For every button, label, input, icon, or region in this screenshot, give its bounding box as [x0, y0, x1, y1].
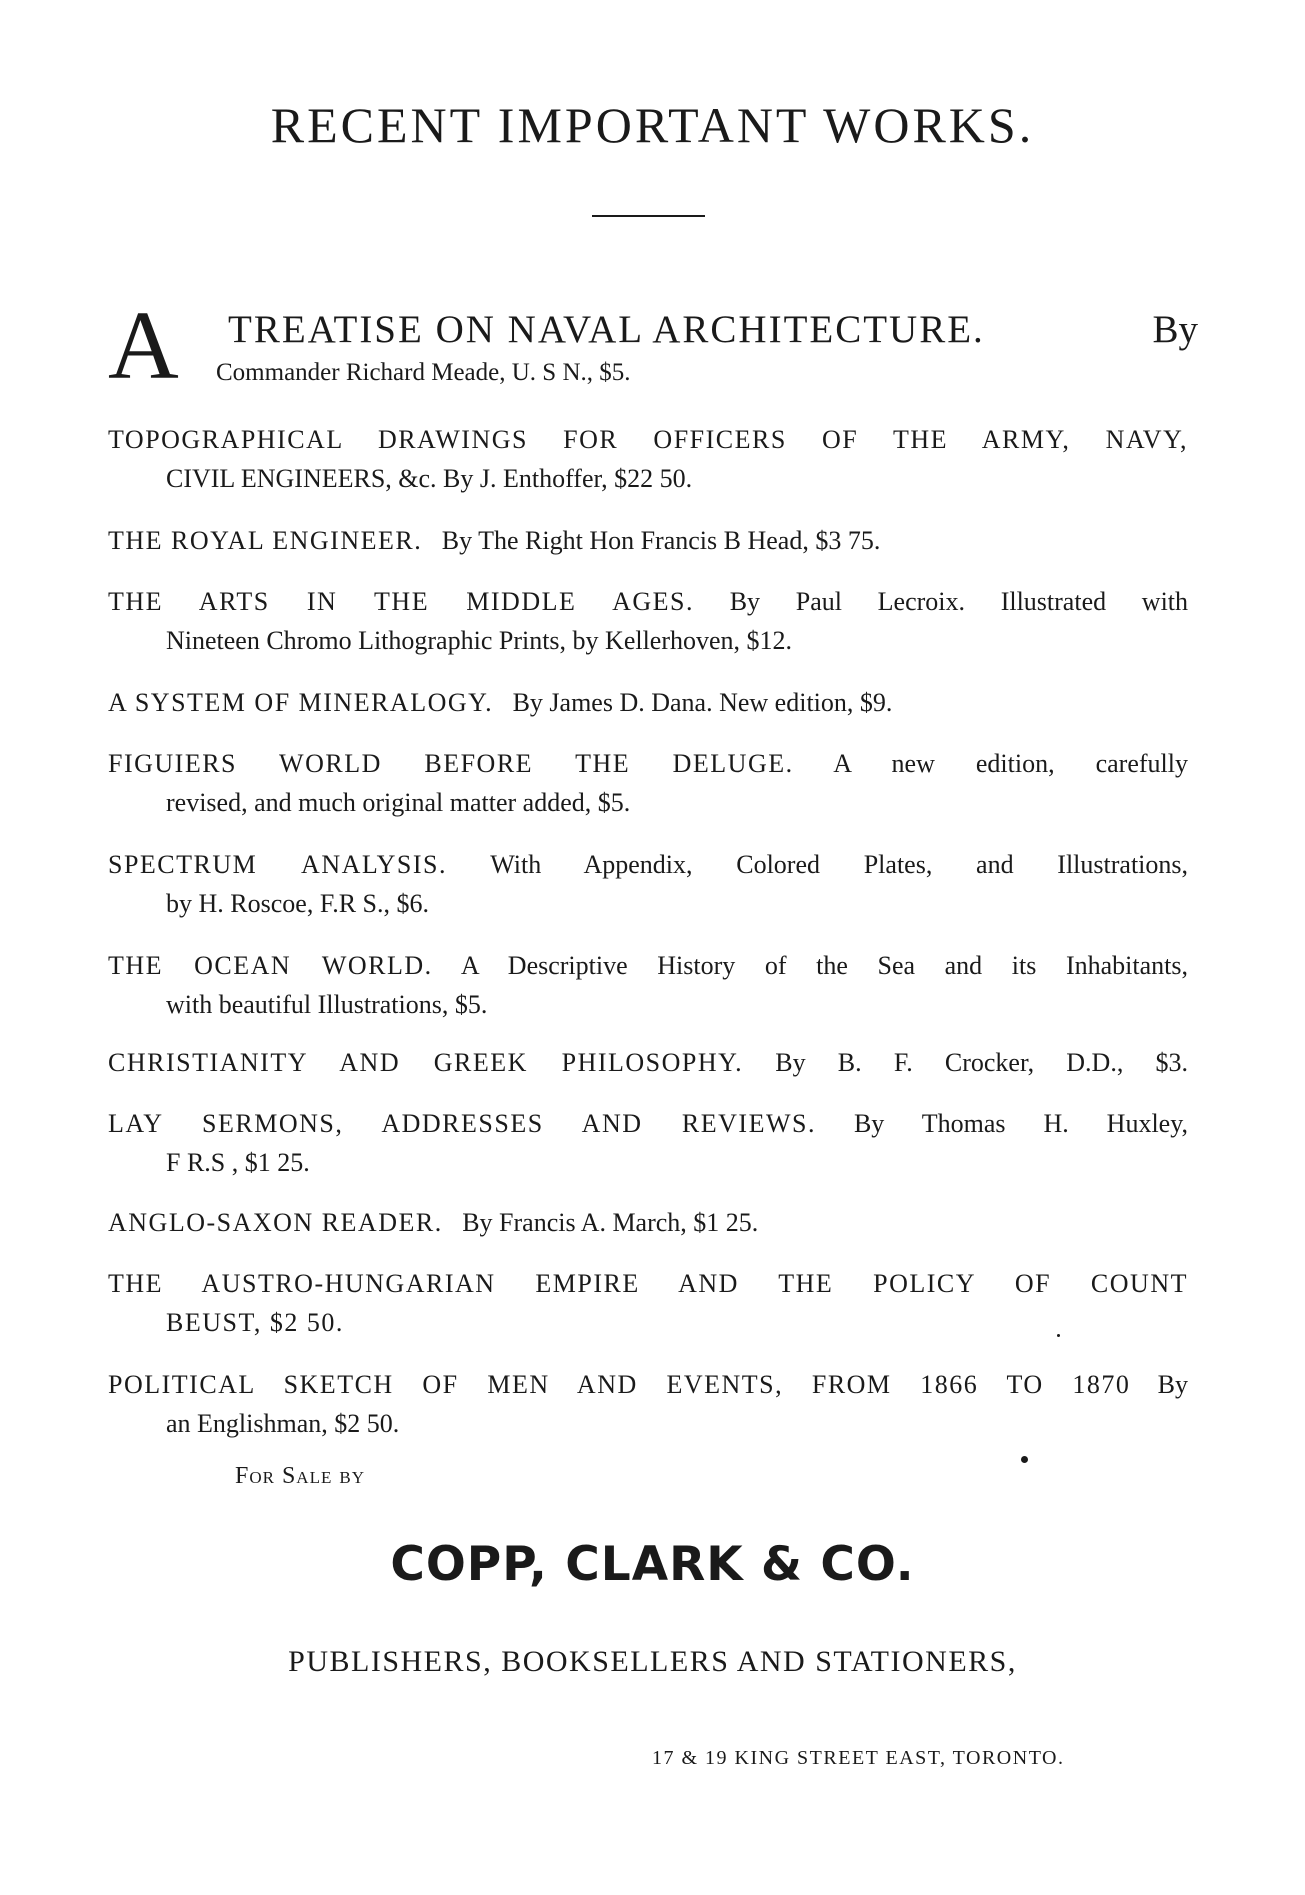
book-line — [108, 845, 1188, 884]
book-title-text: TREATISE ON NAVAL ARCHITECTURE. — [228, 308, 985, 351]
book-entry — [108, 946, 1188, 1024]
book-author-price: By Paul Lecroix. Illustrated with — [729, 587, 1188, 616]
book-title: A SYSTEM OF MINERALOGY. — [108, 688, 494, 717]
book-line — [108, 521, 1188, 560]
book-by-label: By — [1157, 1370, 1188, 1399]
book-author-price: revised, and much original matter added, $5. — [166, 788, 631, 817]
stray-dot — [1057, 1334, 1060, 1337]
book-line — [108, 1104, 1188, 1143]
book-author-price: by H. Roscoe, F.R S., $6. — [166, 889, 429, 918]
book-entry — [108, 1264, 1188, 1342]
book-line — [108, 1043, 1188, 1082]
book-entry — [108, 1043, 1188, 1082]
title-rule — [592, 215, 705, 217]
book-entry — [108, 1104, 1188, 1182]
book-entry — [108, 744, 1188, 822]
book-title-continuation-price: BEUST, $2 50. — [166, 1308, 344, 1337]
book-title: LAY SERMONS, ADDRESSES AND REVIEWS. — [108, 1109, 816, 1138]
for-sale-label: For Sale by — [235, 1463, 365, 1489]
book-detail: With Appendix, Colored Plates, and Illustrations, — [490, 850, 1188, 879]
book-author-price: CIVIL ENGINEERS, &c. By J. Enthoffer, $22 50. — [166, 464, 693, 493]
book-entry — [108, 521, 1188, 560]
book-title: THE AUSTRO-HUNGARIAN EMPIRE AND THE POLICY OF COUNT — [108, 1269, 1188, 1298]
book-author: By Thomas H. Huxley, — [853, 1109, 1188, 1138]
book-title — [228, 308, 1198, 352]
book-title: POLITICAL SKETCH OF MEN AND EVENTS, FROM 1866 TO 1870 — [108, 1370, 1131, 1399]
page-title: RECENT IMPORTANT WORKS. — [270, 97, 1035, 153]
book-title: THE ROYAL ENGINEER. — [108, 526, 423, 555]
book-title: FIGUIERS WORLD BEFORE THE DELUGE. — [108, 749, 794, 778]
drop-cap-initial: A — [108, 292, 179, 400]
book-by-label: By — [1152, 308, 1198, 351]
book-line — [108, 683, 1188, 722]
book-entry — [108, 683, 1188, 722]
book-entry — [108, 582, 1188, 660]
book-entry-naval-architecture — [108, 292, 1198, 400]
book-author-price: F R.S , $1 25. — [166, 1148, 310, 1177]
book-line — [108, 946, 1188, 985]
book-line — [108, 582, 1188, 621]
book-author-price: By James D. Dana. New edition, $9. — [512, 688, 893, 717]
bullet-mark — [1021, 1456, 1028, 1463]
publisher-name: COPP, CLARK & CO. — [390, 1537, 915, 1592]
book-title: ANGLO-SAXON READER. — [108, 1208, 443, 1237]
book-author-price: By The Right Hon Francis B Head, $3 75. — [441, 526, 881, 555]
book-author-price: with beautiful Illustrations, $5. — [166, 990, 488, 1019]
book-author-price: Commander Richard Meade, U. S N., $5. — [216, 359, 631, 386]
book-title: SPECTRUM ANALYSIS. — [108, 850, 448, 879]
book-author-price: By Francis A. March, $1 25. — [462, 1208, 759, 1237]
book-title: TOPOGRAPHICAL DRAWINGS FOR OFFICERS OF THE ARMY, NAVY, — [108, 425, 1188, 454]
book-author-price: an Englishman, $2 50. — [166, 1409, 400, 1438]
book-title: CHRISTIANITY AND GREEK PHILOSOPHY. — [108, 1048, 744, 1077]
book-author-price: By B. F. Crocker, D.D., $3. — [775, 1048, 1188, 1077]
book-line — [108, 1365, 1188, 1404]
book-line — [108, 1203, 1188, 1242]
book-entry — [108, 1365, 1188, 1443]
book-entry — [108, 845, 1188, 923]
book-detail: Nineteen Chromo Lithographic Prints, by Kellerhoven, $12. — [166, 626, 793, 655]
book-detail: A new edition, carefully — [833, 749, 1188, 778]
publisher-trade: PUBLISHERS, BOOKSELLERS AND STATIONERS, — [288, 1645, 1017, 1678]
book-title: THE ARTS IN THE MIDDLE AGES. — [108, 587, 695, 616]
book-detail: A Descriptive History of the Sea and its Inhabitants, — [460, 951, 1188, 980]
book-entry — [108, 420, 1188, 498]
book-title: THE OCEAN WORLD. — [108, 951, 433, 980]
book-entry — [108, 1203, 1188, 1242]
book-line — [108, 744, 1188, 783]
publisher-address: 17 & 19 KING STREET EAST, TORONTO. — [652, 1747, 1065, 1769]
